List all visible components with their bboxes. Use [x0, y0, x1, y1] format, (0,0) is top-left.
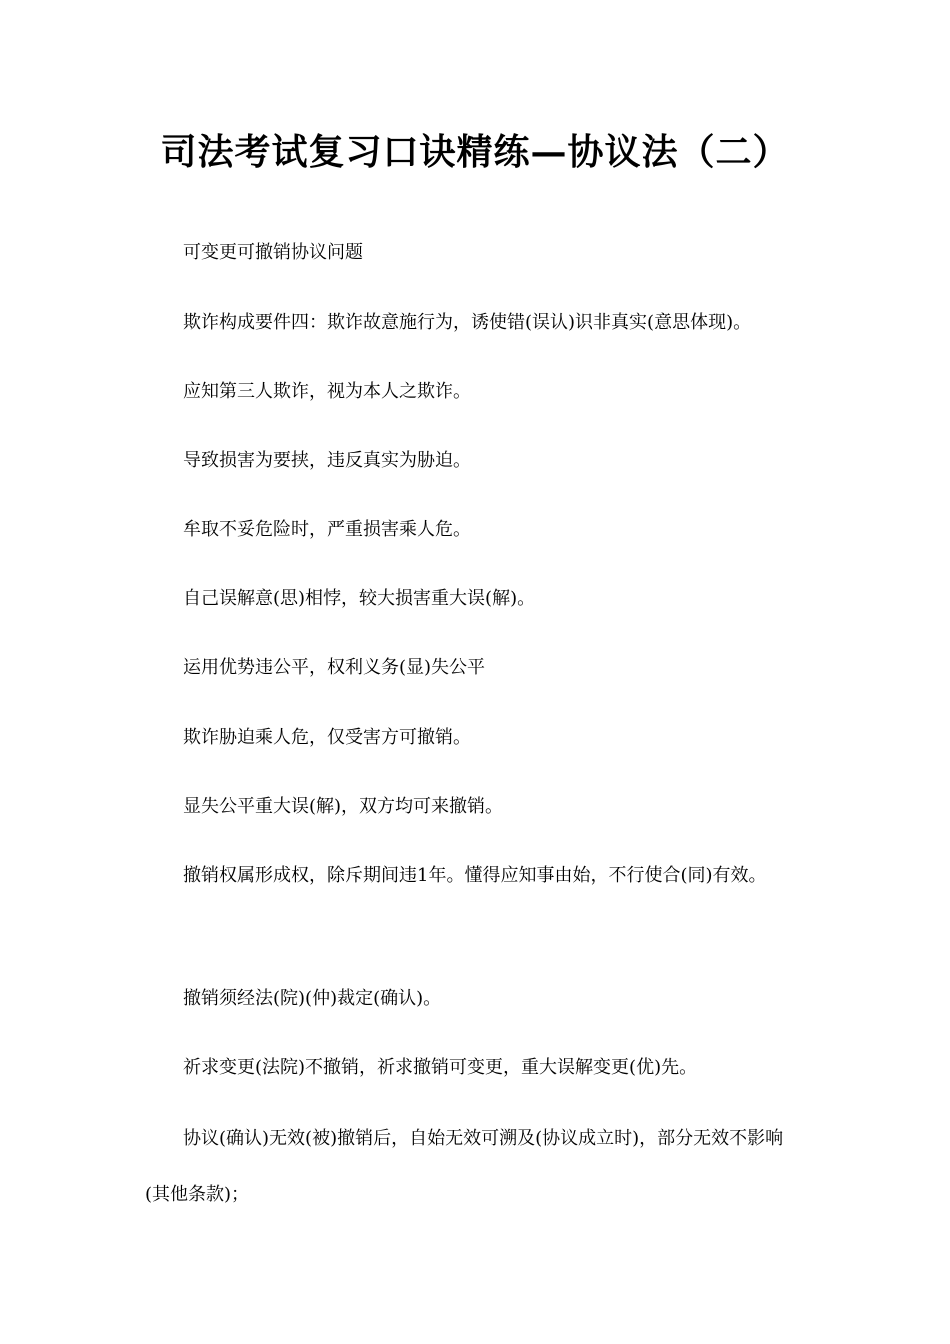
paragraph: 应知第三人欺诈，视为本人之欺诈。: [183, 381, 471, 402]
paragraph: 欺诈构成要件四：欺诈故意施行为，诱使错(误认)识非真实(意思体现)。: [183, 312, 752, 333]
paragraph: 撤销权属形成权，除斥期间违1年。懂得应知事由始，不行使合(同)有效。: [183, 865, 767, 886]
paragraph: 显失公平重大误(解)，双方均可来撤销。: [183, 796, 504, 817]
paragraph: 牟取不妥危险时，严重损害乘人危。: [183, 519, 471, 540]
paragraph: 导致损害为要挟，违反真实为胁迫。: [183, 450, 471, 471]
paragraph: 可变更可撤销协议问题: [183, 242, 363, 263]
paragraph: 自己误解意(思)相悖，较大损害重大误(解)。: [183, 588, 536, 609]
paragraph: 运用优势违公平，权利义务(显)失公平: [183, 657, 486, 678]
paragraph: 协议(确认)无效(被)撤销后，自始无效可溯及(协议成立时)，部分无效不影响(其他条款)；: [145, 1128, 784, 1205]
paragraph: 欺诈胁迫乘人危，仅受害方可撤销。: [183, 727, 471, 748]
paragraph: 祈求变更(法院)不撤销，祈求撤销可变更，重大误解变更(优)先。: [183, 1057, 698, 1078]
document-title: 司法考试复习口诀精练—协议法（二）: [160, 131, 790, 173]
paragraph: 撤销须经法(院)(仲)裁定(确认)。: [183, 988, 442, 1009]
